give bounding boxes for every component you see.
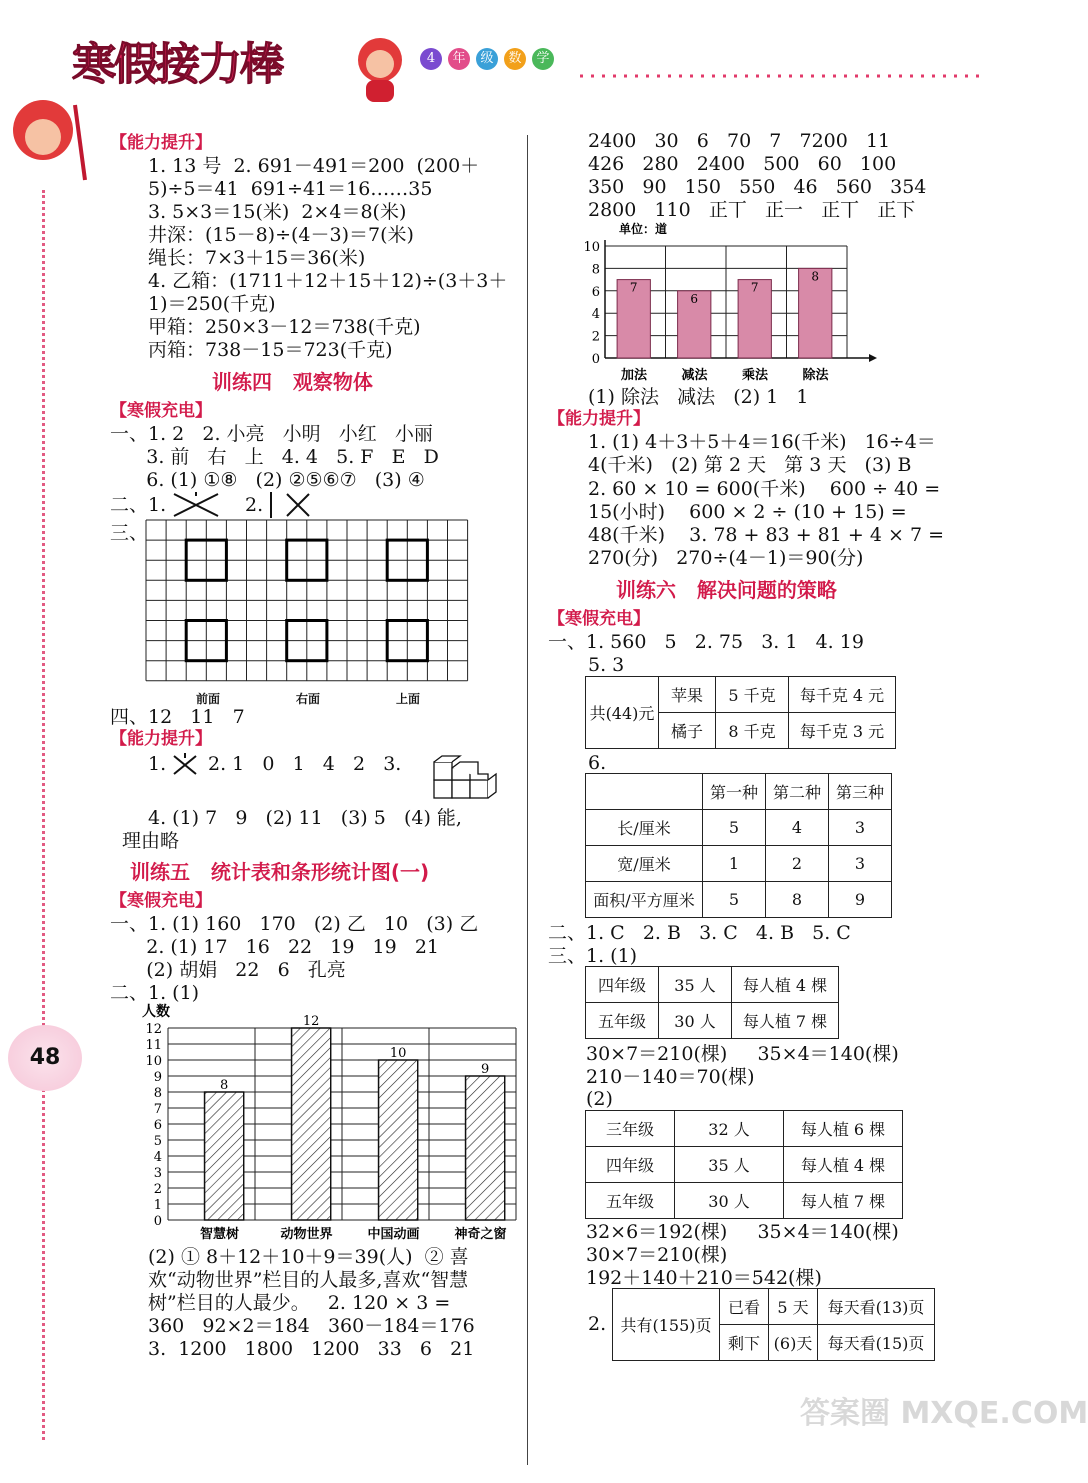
sec6-q1: 一、1. 560 5 2. 75 3. 1 4. 19 (548, 631, 864, 653)
left-line-9: 丙箱：738－15＝723(千克) (148, 339, 393, 361)
y-tick-label: 0 (153, 1214, 162, 1229)
tree-cell: 四年级 (586, 1147, 675, 1183)
chart-answer: (1) 除法 减法 (2) 1 1 (588, 386, 809, 408)
rect-cell: 5 (703, 810, 766, 846)
bar-data-label: 9 (480, 1062, 490, 1077)
section-title-4: 训练四 观察物体 (212, 370, 373, 394)
rectangle-table (585, 773, 892, 918)
left-line-8: 甲箱：250×3－12＝738(千克) (148, 316, 421, 338)
tree-cell: 每人植 4 棵 (784, 1147, 903, 1183)
bar-data-label: 8 (811, 269, 820, 284)
calc2-1: 32×6＝192(棵) 35×4＝140(棵) (586, 1221, 899, 1243)
sec4-ab4: 4. (1) 7 9 (2) 11 (3) 5 (4) 能, (148, 807, 462, 829)
x-tick-label: 动物世界 (280, 1227, 333, 1242)
right-ab-1: 1. (1) 4＋3＋5＋4＝16(千米) 16÷4＝ (588, 431, 936, 453)
mascot-icon (340, 30, 420, 114)
x-tick-label: 神奇之窗 (454, 1227, 507, 1242)
left-tag-ability-1: 【能力提升】 (110, 133, 212, 153)
right-top-2: 426 280 2400 500 60 100 (588, 153, 897, 175)
right-tag-ability: 【能力提升】 (548, 409, 650, 429)
tree-cell: 每人植 4 棵 (732, 967, 839, 1003)
page-number-badge: 48 (8, 1025, 82, 1091)
reading-cell: 5 天 (769, 1289, 818, 1325)
x-tick-label: 减法 (681, 368, 708, 383)
bar (205, 1092, 244, 1220)
y-tick-label: 2 (153, 1182, 162, 1197)
right-ab-2: 4(千米) (2) 第 2 天 第 3 天 (3) B (588, 454, 912, 476)
left-mascot-icon (5, 85, 95, 189)
sec5-line-1: 一、1. (1) 160 170 (2) 乙 10 (3) 乙 (110, 913, 479, 935)
bar (466, 1076, 505, 1220)
x-axis-arrow (869, 354, 877, 362)
view-grid (146, 520, 468, 704)
y-tick-label: 7 (153, 1102, 162, 1117)
fruit-cell: 5 千克 (716, 677, 789, 713)
reading-cell: 剩下 (720, 1325, 769, 1361)
tree-cell: 30 人 (659, 1003, 732, 1039)
sec5-after-3: 树”栏目的人最少。 2. 120 × 3 = (148, 1292, 451, 1314)
tree-cell: 30 人 (675, 1183, 784, 1219)
bar-data-label: 7 (750, 280, 759, 295)
tree-table-2 (585, 1110, 903, 1219)
y-tick-label: 4 (153, 1150, 162, 1165)
tree-cell: 32 人 (675, 1111, 784, 1147)
rect-cell: 宽/厘米 (586, 846, 703, 882)
y-tick-label: 4 (591, 307, 600, 323)
y-axis-label: 人数 (142, 1004, 170, 1020)
fruit-cell: 每千克 4 元 (789, 677, 896, 713)
tree-cell: 35 人 (659, 967, 732, 1003)
rect-cell: 1 (703, 846, 766, 882)
tree-cell: 每人植 6 棵 (784, 1111, 903, 1147)
reading-table (612, 1288, 935, 1361)
x-tick-label: 中国动画 (367, 1227, 420, 1242)
x-tick-label: 除法 (802, 368, 829, 383)
sec4-ab1b: 2. 1 0 1 4 2 3. (208, 753, 402, 775)
sec4-q2b-label: 2. (245, 494, 264, 516)
tree-cell: 五年级 (586, 1183, 675, 1219)
right-ab-5: 48(千米) 3. 78 + 83 + 81 + 4 × 7 = (588, 524, 944, 546)
rect-cell: 4 (766, 810, 829, 846)
bar (379, 1060, 418, 1220)
left-tag-charge-5: 【寒假充电】 (110, 891, 212, 911)
cube-stack-icon (430, 754, 500, 806)
rect-header-cell: 第二种 (766, 774, 829, 810)
bar-chart-operations-svg (585, 218, 875, 386)
tree-cell: 35 人 (675, 1147, 784, 1183)
y-tick-label: 0 (591, 352, 600, 367)
rect-cell: 3 (829, 810, 892, 846)
rect-header-cell: 第一种 (703, 774, 766, 810)
bar-chart-viewers (140, 1000, 530, 1249)
sec5-after-2: 欢“动物世界”栏目的人最多,喜欢“智慧 (148, 1269, 469, 1291)
rect-cell: 8 (766, 882, 829, 918)
calc1-2: 210－140＝70(棵) (586, 1066, 755, 1088)
rect-cell: 长/厘米 (586, 810, 703, 846)
y-tick-label: 9 (153, 1070, 162, 1085)
left-line-2: 5)÷5＝41 691÷41＝16……35 (148, 178, 433, 200)
series-badge-grade: 4 (420, 48, 442, 70)
section-title-5: 训练五 统计表和条形统计图(一) (130, 860, 430, 884)
y-tick-label: 6 (591, 284, 600, 300)
tree-cell: 每人植 7 棵 (784, 1183, 903, 1219)
right-top-1: 2400 30 6 70 7 7200 11 (588, 130, 891, 152)
y-tick-label: 1 (153, 1198, 162, 1213)
right-ab-4: 15(小时) 600 × 2 ÷ (10 + 15) = (588, 501, 907, 523)
calc2-3: 192＋140＋210＝542(棵) (586, 1267, 822, 1289)
rect-cell: 9 (829, 882, 892, 918)
left-line-1: 1. 13 号 2. 691－491＝200 (200＋ (148, 155, 480, 177)
sec4-q4: 四、12 11 7 (110, 706, 245, 728)
watermark: 答案圈 MXQE.COM (800, 1396, 1088, 1431)
x-tick-label: 乘法 (742, 368, 769, 383)
brand-title: 寒假接力棒 (72, 39, 282, 90)
y-tick-label: 5 (153, 1134, 162, 1149)
y-tick-label: 12 (145, 1022, 162, 1037)
sec6-q2-label: 2. (588, 1313, 607, 1335)
reading-cell: 已看 (720, 1289, 769, 1325)
grid-label-right: 右面 (296, 692, 321, 706)
rect-cell: 3 (829, 846, 892, 882)
bar-chart-operations (585, 218, 875, 390)
rect-cell: 5 (703, 882, 766, 918)
series-badge-level: 级 (476, 48, 498, 70)
left-line-4: 井深：(15－8)÷(4－3)＝7(米) (148, 224, 414, 246)
reading-cell: 每天看(13)页 (818, 1289, 935, 1325)
y-tick-label: 11 (145, 1038, 162, 1053)
sec4-q3-label: 三、 (110, 522, 149, 544)
margin-dots (42, 190, 49, 1440)
left-line-7: 1)＝250(千克) (148, 293, 276, 315)
cross-icon (170, 752, 200, 782)
series-badge-math1: 数 (504, 48, 526, 70)
sec6-q6: 6. (588, 752, 607, 774)
left-line-5: 绳长：7×3＋15＝36(米) (148, 247, 366, 269)
sec4-line-3: 6. (1) ①⑧ (2) ②⑤⑥⑦ (3) ④ (110, 469, 425, 491)
rect-header-cell (586, 774, 703, 810)
grid-label-front: 前面 (196, 692, 221, 706)
bar-data-label: 8 (219, 1078, 229, 1093)
section-title-6: 训练六 解决问题的策略 (616, 578, 837, 602)
fruit-table-total: 共(44)元 (586, 677, 659, 749)
left-tag-ability-4: 【能力提升】 (110, 729, 212, 749)
sec5-after-5: 3. 1200 1800 1200 33 6 21 (148, 1338, 475, 1360)
sec5-line-3: (2) 胡娟 22 6 孔亮 (110, 959, 346, 981)
y-tick-label: 6 (153, 1118, 162, 1133)
sec6-two: 二、1. C 2. B 3. C 4. B 5. C (548, 922, 851, 944)
x-tick-label: 加法 (621, 368, 648, 383)
calc1-3: (2) (586, 1088, 613, 1110)
right-tag-charge-6: 【寒假充电】 (548, 609, 650, 629)
fruit-cell: 每千克 3 元 (789, 713, 896, 749)
sec4-ab5: 理由略 (122, 830, 180, 852)
sec4-ab1a: 1. (148, 753, 167, 775)
sec5-line-2: 2. (1) 17 16 22 19 19 21 (110, 936, 440, 958)
x-tick-label: 智慧树 (199, 1227, 240, 1242)
sec6-q5: 5. 3 (588, 654, 625, 676)
y-tick-label: 8 (591, 262, 600, 278)
bar-data-label: 7 (629, 280, 638, 295)
sec4-line-2: 3. 前 右 上 4. 4 5. F E D (110, 446, 439, 468)
bar-chart-viewers-svg (140, 1000, 530, 1245)
rect-cell: 2 (766, 846, 829, 882)
fruit-cell: 8 千克 (716, 713, 789, 749)
fruit-cell: 苹果 (659, 677, 716, 713)
reading-cell: 每天看(15)页 (818, 1325, 935, 1361)
grid-label-top: 上面 (396, 692, 421, 706)
column-divider (527, 135, 528, 1465)
bar-data-label: 12 (302, 1014, 320, 1029)
right-ab-6: 270(分) 270÷(4－1)＝90(分) (588, 547, 864, 569)
sec4-line-1: 一、1. 2 2. 小亮 小明 小红 小丽 (110, 423, 433, 445)
y-tick-label: 3 (153, 1166, 162, 1181)
y-tick-label: 10 (145, 1054, 162, 1069)
calc2-2: 30×7＝210(棵) (586, 1244, 728, 1266)
bar-data-label: 6 (690, 291, 699, 306)
cross-lines-icon (170, 490, 222, 524)
cross-lines-icon-2 (265, 490, 315, 524)
series-badge-year: 年 (448, 48, 470, 70)
rect-header-cell: 第三种 (829, 774, 892, 810)
reading-table-total: 共有(155)页 (613, 1289, 720, 1361)
tree-table-1 (585, 966, 839, 1039)
y-tick-label: 8 (153, 1086, 162, 1101)
sec4-q2-label: 二、1. (110, 494, 167, 516)
y-axis-label: 单位：道 (619, 222, 668, 236)
left-line-3: 3. 5×3＝15(米) 2×4＝8(米) (148, 201, 407, 223)
fruit-table (585, 676, 896, 749)
sec6-three: 三、1. (1) (548, 945, 638, 967)
sec5-after-1: (2) ① 8＋12＋10＋9＝39(人) ② 喜 (148, 1246, 469, 1268)
bar (292, 1028, 331, 1220)
right-ab-3: 2. 60 × 10 = 600(千米) 600 ÷ 40 = (588, 478, 941, 500)
bar-data-label: 10 (389, 1046, 407, 1061)
y-tick-label: 2 (591, 329, 600, 345)
fruit-cell: 橘子 (659, 713, 716, 749)
tree-cell: 三年级 (586, 1111, 675, 1147)
sec5-after-4: 360 92×2＝184 360－184＝176 (148, 1315, 475, 1337)
left-tag-charge-4: 【寒假充电】 (110, 401, 212, 421)
reading-cell: (6)天 (769, 1325, 818, 1361)
calc1-1: 30×7＝210(棵) 35×4＝140(棵) (586, 1043, 899, 1065)
sec5-line-4: 二、1. (1) (110, 982, 200, 1004)
rect-cell: 面积/平方厘米 (586, 882, 703, 918)
y-tick-label: 10 (583, 240, 600, 255)
tree-cell: 每人植 7 棵 (732, 1003, 839, 1039)
right-top-4: 2800 110 正丅 正一 正丅 正下 (588, 199, 916, 221)
left-line-6: 4. 乙箱：(1711＋12＋15＋12)÷(3＋3＋ (148, 270, 508, 292)
tree-cell: 四年级 (586, 967, 659, 1003)
tree-cell: 五年级 (586, 1003, 659, 1039)
right-top-3: 350 90 150 550 46 560 354 (588, 176, 927, 198)
series-badge-math2: 学 (532, 48, 554, 70)
